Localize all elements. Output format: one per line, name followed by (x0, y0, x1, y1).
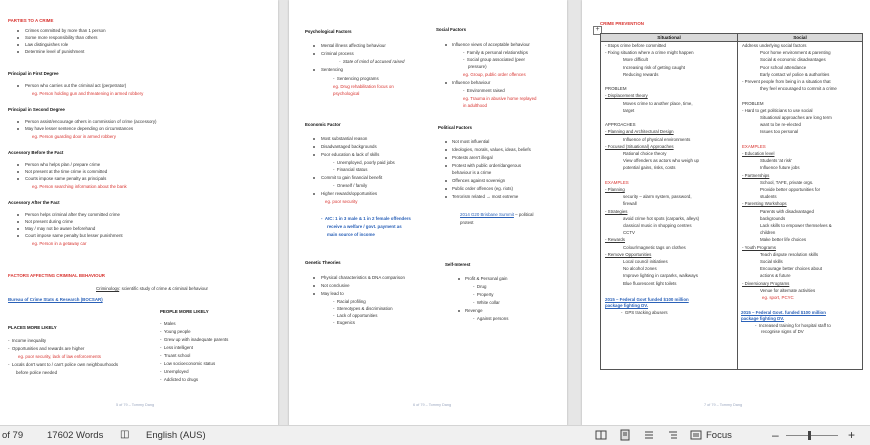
table-cell-line: Increasing risk of getting caught (623, 64, 685, 70)
sub-item: - Drug (473, 284, 487, 289)
list-item: Mental illness affecting behaviour (321, 43, 386, 48)
table-cell-line: Early contact w/ police & authorities (760, 71, 830, 77)
table-cell-line: - Diversionary Programs (742, 280, 790, 286)
table-cell-line: Encourage better choices about (760, 266, 822, 272)
example-text: in adulthood (463, 103, 487, 108)
subheading: Principal in First Degree (8, 71, 59, 76)
subheading: Principal in Second Degree (8, 107, 65, 112)
list-item: - Opportunities and rewards are higher (8, 346, 85, 351)
list-item: Crimes committed by more than 1 person (25, 28, 106, 33)
subheading: Social Factors (436, 27, 467, 32)
table-cell-line: Students 'at risk' (760, 158, 792, 164)
document-page-5[interactable] (0, 0, 278, 426)
example-text: psychological (333, 91, 360, 96)
table-cell-line: they feel encouraged to commit a crime (760, 86, 837, 92)
language-indicator[interactable]: English (AUS) (146, 430, 206, 441)
print-layout-icon[interactable] (619, 429, 631, 441)
criminology-word: Criminology (96, 286, 120, 291)
table-cell-line: - Planning (605, 187, 625, 192)
bullet (313, 285, 315, 287)
list-item: Courts impose same penalty as principals (25, 176, 107, 181)
sub-item: - Increased training for hospital staff to (755, 323, 831, 328)
table-cell-line: Rational choice theory (623, 151, 667, 156)
funding-fact: 2015 – Federal Govt. funded $100 million (741, 310, 826, 315)
bullet (313, 177, 315, 179)
heading-parties-to-crime: PARTIES TO A CRIME (8, 18, 54, 23)
list-item: - Less intelligent (160, 345, 193, 350)
bullet (313, 154, 315, 156)
bullet (17, 164, 19, 166)
read-mode-icon[interactable] (595, 429, 607, 441)
example-text: eg. Person in a getaway car (32, 241, 87, 246)
bullet (17, 121, 19, 123)
list-item: Ideologies, morals, values, ideas, beliefs (452, 147, 531, 152)
sub-item: - Lack of opportunities (333, 313, 378, 318)
page-footer: 5 of 79 – Tommy Dang (116, 403, 155, 407)
bullet (17, 44, 19, 46)
table-cell-line: - Displacement theory (605, 93, 648, 99)
example-text: eg. poor security (325, 199, 358, 204)
sub-item: - Against persons (473, 316, 509, 321)
subheading: Psychological Factors (305, 29, 352, 34)
bullet (445, 141, 447, 143)
table-cell-line: Local council initiatives (623, 259, 668, 264)
funding-fact: package fighting DV. (741, 316, 785, 321)
bullet (17, 221, 19, 223)
table-cell-line: Blue fluorescent light toilets (623, 280, 677, 286)
criminology-definition (96, 286, 208, 291)
table-cell-line: - Partnerships (742, 172, 770, 178)
situational-column (603, 34, 736, 369)
table-cell-line: Improve lighting in carparks, walkways (623, 273, 698, 279)
sub-item: - Property (473, 292, 494, 297)
sub-item: - Unemployed, poorly paid jobs (333, 160, 395, 165)
sub-item: pressure) (468, 64, 487, 69)
aic-fact: - AIC: 1 in 3 male & 1 in 2 female offenders (321, 216, 411, 221)
table-cell-line: - Hard to get politicians to use social (742, 107, 813, 113)
bullet (445, 82, 447, 84)
list-item: Court impose same penalty but lesser punishment (25, 233, 123, 238)
bullet (445, 149, 447, 151)
sub-item: - Sentencing programs (333, 76, 379, 81)
list-item: - Grew up with inadequate parents (160, 337, 229, 342)
proofing-icon[interactable]: ◫ (120, 429, 130, 440)
table-cell-line: - Planning and Architectural Design (605, 129, 674, 135)
table-cell-line: Social skills (760, 259, 783, 264)
sub-item: - Social group associated (peer (463, 57, 525, 62)
list-item: May lead to (321, 291, 344, 296)
sub-item: - Family & personal relationships (463, 50, 528, 55)
subheading: Genetic Theories (305, 260, 341, 265)
table-cell-line: children (760, 230, 776, 236)
table-cell-line: firewall (623, 201, 637, 207)
sub-item: - Oneself / family (333, 183, 368, 188)
funding-fact: package fighting DV. (605, 303, 649, 308)
example-text: eg. Trauma in abusive home replayed (463, 96, 537, 101)
sub-item: recognise signs of DV (761, 329, 804, 334)
bullet (313, 293, 315, 295)
list-item: Higher rewards/opportunities (321, 191, 378, 196)
bullet (458, 278, 460, 280)
list-item: Determine level of punishment (25, 49, 85, 54)
list-item: Not most influential (452, 139, 490, 144)
list-item: - Young people (160, 329, 191, 334)
list-item: Not present at the time crime is committed (25, 169, 108, 174)
bullet (445, 157, 447, 159)
table-cell-line: Poor home environment & parenting (760, 50, 831, 56)
aic-fact: main source of income (327, 232, 375, 237)
table-cell-line: - Youth Programs (742, 244, 776, 250)
list-item: Influence views of acceptable behaviour (452, 42, 530, 47)
example-text: eg. Person holding gun and threatening in armed robbery (32, 91, 144, 96)
table-cell-line: EXAMPLES (742, 143, 766, 149)
zoom-slider-track[interactable] (786, 435, 838, 436)
list-item: Protest with public order/dangerous (452, 163, 522, 168)
bullet (17, 178, 19, 180)
sub-item: - White collar (473, 300, 500, 305)
list-item: Profit & Personal gain (465, 276, 508, 281)
subheading: Accessory Before the Fact (8, 150, 64, 155)
table-cell-line: Situational approaches are long term (760, 115, 832, 120)
sub-item: - Stereotypes & discrimination (333, 306, 393, 311)
table-cell-line: EXAMPLES (605, 179, 629, 185)
example-text: eg. Group, public order offences (463, 72, 526, 77)
table-cell-line: PROBLEM (605, 86, 627, 92)
list-item: May / may not be aware beforehand (25, 226, 96, 231)
table-cell-line: Poor school attendance (760, 64, 807, 70)
bullet (445, 180, 447, 182)
col-header-social: Social (793, 35, 807, 40)
table-cell-line: Issues too personal (760, 129, 799, 135)
list-item: Not conclusive (321, 283, 350, 288)
bullet (17, 171, 19, 173)
list-item: Physical characteristics & DNA comparison (321, 275, 405, 280)
table-cell-line: backgrounds (760, 215, 786, 221)
col-header-situational: Situational (657, 35, 681, 40)
table-cell-line: - Remove Opportunities (605, 251, 652, 257)
list-item: - Low socioeconomic status (160, 361, 216, 366)
list-item: - Truant school (160, 353, 191, 358)
table-cell-line: View offenders as actors who weigh up (623, 158, 699, 164)
table-cell-line: - Focused (Situational) Approaches (605, 143, 674, 149)
zoom-in-button[interactable]: + (848, 428, 856, 442)
funding-fact: 2015 – Federal Govt funded $100 million (605, 297, 689, 302)
table-cell-line: Parents with disadvantaged (760, 208, 814, 214)
zoom-slider-thumb[interactable] (808, 431, 811, 440)
list-item: Person who carries out the criminal act (perpetrator) (25, 83, 127, 88)
status-bar (0, 425, 870, 445)
table-cell-line: Lack skills to empower themselves & (760, 223, 832, 228)
subheading: Economic Factor (305, 122, 341, 127)
bullet (445, 196, 447, 198)
bullet (17, 228, 19, 230)
aic-fact: receive a welfare / govt. payment as (327, 224, 402, 229)
bullet (445, 188, 447, 190)
page-footer: 7 of 79 – Tommy Dang (704, 403, 743, 407)
bullet (17, 214, 19, 216)
table-cell-line: Colour/magnetic tags on clothes (623, 244, 686, 250)
list-item: - Income inequality (8, 338, 47, 343)
table-cell-line: eg. sport, PCYC (762, 295, 794, 300)
table-cell-line: Venue for alternate activities (760, 287, 816, 293)
table-cell-line: Teach dispute resolution skills (760, 251, 819, 257)
table-cell-line: Reducing rewards (623, 71, 659, 77)
list-item: Most substantial reason (321, 136, 368, 141)
example-text: eg. poor security, lack of law enforcements (18, 354, 101, 359)
list-item: Disadvantaged backgrounds (321, 144, 377, 149)
list-item: Criminal process (321, 51, 354, 56)
word-count[interactable]: 17602 Words (47, 430, 104, 441)
table-cell-line: Provide better opportunities for (760, 187, 821, 192)
web-layout-icon[interactable] (643, 429, 655, 441)
table-cell-line: Moves crime to another place, time, (623, 100, 693, 106)
list-item: Not present during crime (25, 219, 74, 224)
heading-crime-prevention: CRIME PREVENTION (600, 21, 644, 26)
table-cell-line: students (760, 194, 777, 200)
heading-factors: FACTORS AFFECTING CRIMINAL BEHAVIOUR (8, 273, 105, 278)
table-cell-line: want to be re-elected (760, 122, 802, 128)
table-cell-line: - Fixing situation where a crime might happen (605, 50, 694, 56)
list-item: Poor education & lack of skills (321, 152, 380, 157)
table-cell-line: - Strategies (605, 208, 628, 214)
table-cell-line: Social & economic disadvantages (760, 57, 826, 63)
list-item: Some more responsibility than others (25, 35, 98, 40)
bocsar-link[interactable]: Bureau of Crime Stats & Research (BOCSAR) (8, 297, 103, 302)
sub-item: - Racial profiling (333, 299, 366, 304)
table-cell-line: - Stops crime before committed (605, 43, 667, 48)
table-cell-line: PROBLEM (742, 100, 764, 106)
subheading: Accessory After the Fact (8, 200, 60, 205)
sub-item: - Financial status (333, 167, 368, 172)
bullet (313, 53, 315, 55)
list-item: Person helps criminal after they committed crime (25, 212, 120, 217)
sub-item: - GPS tracking abusers (621, 310, 668, 315)
bullet (17, 37, 19, 39)
table-divider (737, 34, 738, 369)
sub-item: - Environment raised (463, 88, 505, 93)
table-cell-line: Address underlying social factors (742, 43, 807, 48)
page-footer: 6 of 79 – Tommy Dang (413, 403, 452, 407)
list-item: - Unemployed (160, 369, 189, 374)
table-cell-line: Make better life choices (760, 237, 807, 243)
example-text: eg. Drug rehabilitation focus on (333, 84, 394, 89)
table-cell-line: potential gains, risks, costs (623, 165, 676, 171)
table-cell-line: APPROACHES (605, 122, 636, 128)
page-count[interactable]: of 79 (2, 430, 24, 441)
bullet (313, 45, 315, 47)
list-item: Protests aren't illegal (452, 155, 493, 160)
example-text: eg. Person guarding door in armed robbery (32, 134, 116, 139)
list-item: Person who helps plan / prepare crime (25, 162, 101, 167)
list-item: before police needed (16, 370, 58, 375)
sub-item: - Eugenics (333, 320, 355, 325)
table-cell-line: - Parenting Workshops (742, 201, 787, 207)
summit-line: 2014 G20 Brisbane Summit – political (460, 212, 534, 217)
table-cell-line: actions & future (760, 273, 791, 279)
example-text: eg. Person searching information about the bank (32, 184, 127, 189)
bullet (458, 310, 460, 312)
list-item: Person assist/encourage others in commission of crime (accessory) (25, 119, 157, 124)
table-cell-line: security – alarm system, password, (623, 194, 692, 200)
bullet (17, 235, 19, 237)
table-move-handle-icon[interactable]: + (593, 26, 602, 35)
table-cell-line: Influence of physical environments (623, 136, 691, 142)
crime-prevention-table (600, 33, 863, 370)
bullet (17, 128, 19, 130)
bullet (313, 69, 315, 71)
document-page-7[interactable] (582, 0, 870, 426)
criminology-def: : scientific study of crime & criminal behaviour (119, 286, 209, 291)
bullet (17, 30, 19, 32)
list-item: Sentencing (321, 67, 343, 72)
bullet (313, 146, 315, 148)
table-cell-line: - Rewards (605, 237, 626, 243)
bullet (445, 165, 447, 167)
table-cell-line: No alcohol zones (623, 266, 657, 272)
list-item: Law distinguishes role (25, 42, 69, 47)
zoom-out-button[interactable]: – (772, 428, 779, 442)
list-item: Influence behaviour (452, 80, 491, 85)
table-cell-line: CCTV (623, 230, 635, 236)
focus-icon[interactable] (690, 429, 702, 441)
list-item: Revenge (465, 308, 483, 313)
list-item: - Males (160, 321, 176, 326)
subheading: Self-Interest (445, 262, 471, 267)
bullet (313, 138, 315, 140)
list-item: - Addicted to drugs (160, 377, 199, 382)
subheading-places: PLACES MORE LIKELY (8, 325, 57, 330)
table-cell-line: avoid crime hot spots (carparks, alleys) (623, 215, 700, 221)
bullet (313, 277, 315, 279)
summit-line2: protest (460, 220, 474, 225)
sub-item: - State of mind of accused raised (339, 59, 405, 64)
focus-button[interactable]: Focus (706, 430, 732, 441)
bullet (313, 193, 315, 195)
list-item: Terrorism related → most extreme (452, 194, 519, 199)
list-item: Commit to gain financial benefit (321, 175, 383, 180)
summit-link[interactable]: 2014 G20 Brisbane Summit (460, 212, 514, 217)
bullet (17, 51, 19, 53)
table-cell-line: Influence future jobs (760, 165, 800, 171)
bullet (445, 44, 447, 46)
list-item: Public order offences (eg. riots) (452, 186, 513, 191)
list-item: behaviour is a crime (452, 170, 492, 175)
subheading: Political Factors (438, 125, 472, 130)
table-cell-line: School, TAFE, private orgs. (760, 179, 814, 185)
table-cell-line: target (623, 107, 635, 113)
table-cell-line: - Education level (742, 151, 775, 156)
outline-icon[interactable] (667, 429, 679, 441)
subheading-people: PEOPLE MORE LIKELY (160, 309, 209, 314)
table-cell-line: More difficult (623, 57, 648, 63)
document-page-6[interactable] (289, 0, 567, 426)
list-item: May have lesser sentence depending on circumstances (25, 126, 134, 131)
list-item: Offences against sovereign (452, 178, 506, 183)
list-item: - Locals don't want to / can't police own neighbourhoods (8, 362, 119, 367)
table-cell-line: - Prevent people from being in a situation that (742, 79, 831, 84)
bullet (17, 85, 19, 87)
table-cell-line: classical music in shopping centres (623, 223, 692, 228)
